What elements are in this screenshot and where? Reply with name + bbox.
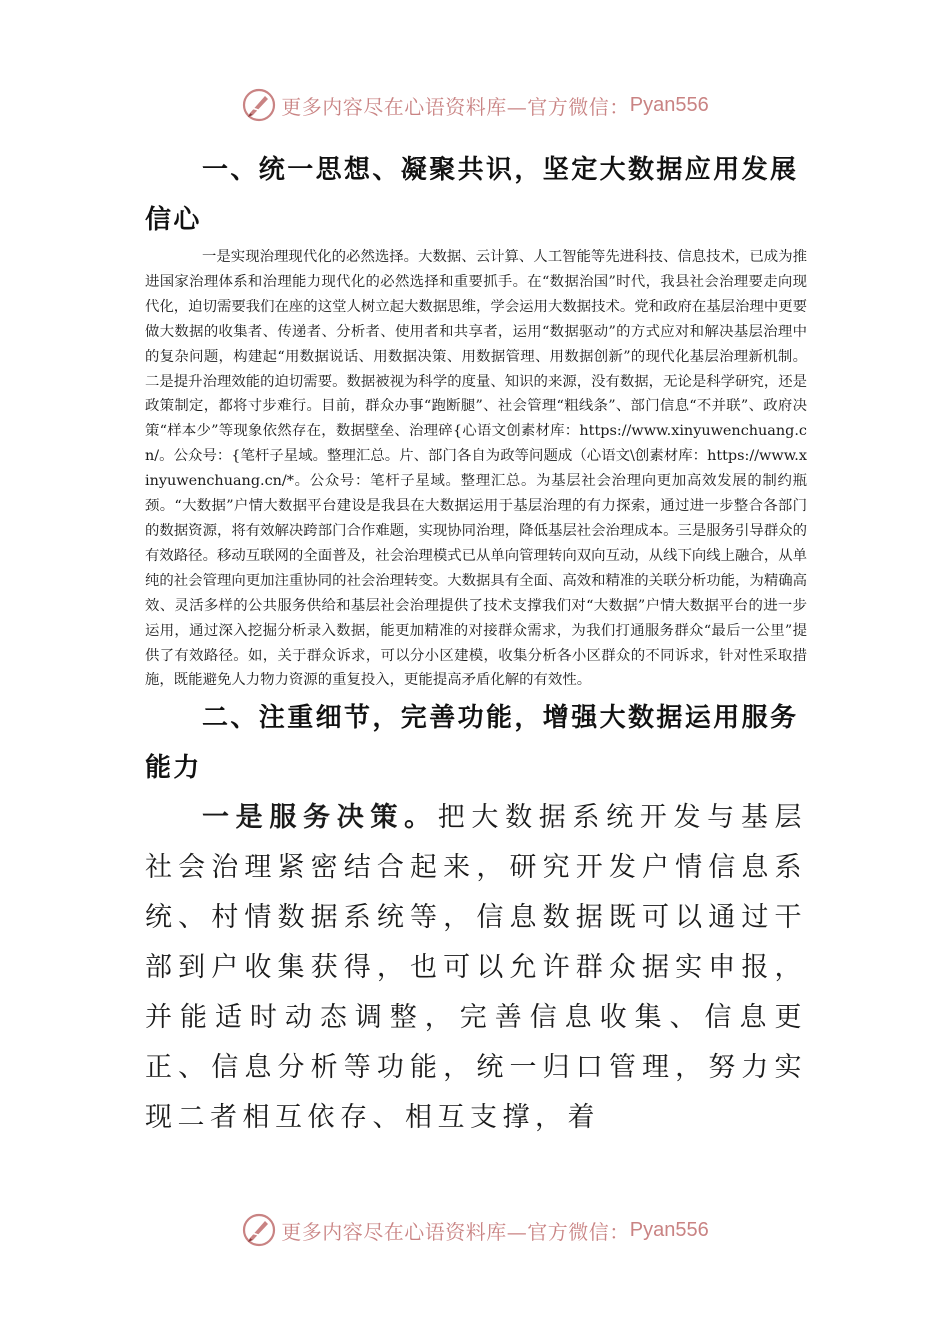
footer-banner	[0, 1208, 950, 1252]
section-1-body: 一是实现治理现代化的必然选择。大数据、云计算、人工智能等先进科技、信息技术，已成为推进国家治理体系和治理能力现代化的必然选择和重要抓手。在“数据治国”时代，我县社会治理要走向现代化，迫切需要我们在座的这堂人树立起大数据思维，学会运用大数据技术。党和政府在基层治理中更要做大数据的收集者、传递者、分析者、使用者和共享者，运用“数据驱动”的方式应对和解决基层治理中的复杂问题，构建起“用数据说话、用数据决策、用数据管理、用数据创新”的现代化基层治理新机制。二是提升治理效能的迫切需要。数据被视为科学的度量、知识的来源，没有数据，无论是科学研究，还是政策制定，都将寸步难行。目前，群众办事“跑断腿”、社会管理“粗线条”、部门信息“不并联”、政府决策“样本少”等现象依然存在，数据壁垒、治理碎{心语文创素材库：https://www.xinyuwenchuang.cn/。公众号：{笔杆子星域。整理汇总。片、部门各自为政等问题成（心语文\创素材库：https://www.xinyuwenchuang.cn/*。公众号：笔杆子星域。整理汇总。为基层社会治理向更加高效发展的制约瓶颈。“大数据”户情大数据平台建设是我县在大数据运用于基层治理的有力探索，通过进一步整合各部门的数据资源，将有效解决跨部门合作难题，实现协同治理，降低基层社会治理成本。三是服务引导群众的有效路径。移动互联网的全面普及，社会治理模式已从单向管理转向双向互动，从线下向线上融合，从单纯的社会管理向更加注重协同的社会治理转变。大数据具有全面、高效和精准的关联分析功能，为精确高效、灵活多样的公共服务供给和基层社会治理提供了技术支撑我们对“大数据”户情大数据平台的进一步运用，通过深入挖掘分析录入数据，能更加精准的对接群众需求，为我们打通服务群众“最后一公里”提供了有效路径。如，关于群众诉求，可以分小区建模，收集分析各小区群众的不同诉求，针对性采取措施，既能避免人力物力资源的重复投入，更能提高矛盾化解的有效性。	[145, 249, 807, 689]
section-2-heading: 二、注重细节，完善功能，增强大数据运用服务能力	[145, 703, 799, 784]
section-1-heading: 一、统一思想、凝聚共识，坚定大数据应用发展信心	[145, 155, 799, 235]
document-body	[145, 145, 807, 1143]
header-banner-text: 更多内容尽在心语资料库—官方微信：	[281, 94, 630, 119]
section-2-body: 把大数据系统开发与基层社会治理紧密结合起来，研究开发户情信息系统、村情数据系统等，信息数据既可以通过干部到户收集获得，也可以允许群众据实申报，并能适时动态调整，完善信息收集、信息更正、信息分析等功能，统一归口管理，努力实现二者相互依存、相互支撑，着	[145, 802, 808, 1134]
header-banner	[0, 83, 950, 127]
section-2-lead: 一是服务决策。	[202, 802, 438, 834]
footer-wechat-id: Pyan556	[629, 1218, 709, 1241]
header-wechat-id: Pyan556	[629, 93, 709, 116]
pen-logo-icon	[241, 1212, 277, 1248]
section-2-paragraph	[145, 793, 807, 1143]
footer-banner-text: 更多内容尽在心语资料库—官方微信：	[281, 1219, 630, 1244]
pen-logo-icon	[241, 87, 277, 123]
